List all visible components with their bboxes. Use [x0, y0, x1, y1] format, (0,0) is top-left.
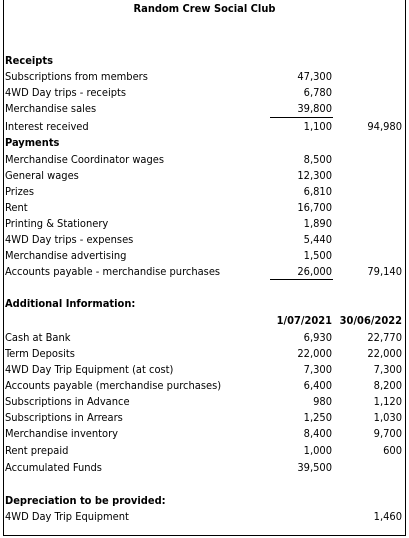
payment-amount: 1,890	[303, 217, 332, 230]
additional-heading: Additional Information:	[5, 297, 136, 310]
payment-amount: 16,700	[297, 201, 332, 214]
info-label: 4WD Day Trip Equipment (at cost)	[5, 363, 174, 376]
receipt-label: Subscriptions from members	[5, 70, 148, 83]
receipt-amount: 1,100	[303, 120, 332, 133]
info-opening-value: 6,400	[303, 379, 332, 392]
page-title: Random Crew Social Club	[133, 2, 276, 15]
info-closing-value: 7,300	[373, 363, 402, 376]
info-opening-value: 1,250	[303, 411, 332, 424]
receipt-amount: 47,300	[297, 70, 332, 83]
info-opening-value: 7,300	[303, 363, 332, 376]
col-header-opening: 1/07/2021	[276, 314, 332, 327]
payment-label: Merchandise Coordinator wages	[5, 153, 165, 166]
info-label: Subscriptions in Advance	[5, 395, 130, 408]
payment-amount: 8,500	[303, 153, 332, 166]
info-label: Merchandise inventory	[5, 427, 119, 440]
receipt-label: Interest received	[5, 120, 89, 133]
info-closing-value: 22,770	[367, 331, 402, 344]
payment-amount: 5,440	[303, 233, 332, 246]
info-label: Rent prepaid	[5, 444, 69, 457]
info-closing-value: 1,030	[373, 411, 402, 424]
info-opening-value: 22,000	[297, 347, 332, 360]
info-closing-value: 600	[383, 444, 402, 457]
info-opening-value: 6,930	[303, 331, 332, 344]
payment-label: Merchandise advertising	[5, 249, 127, 262]
payment-label: 4WD Day trips - expenses	[5, 233, 134, 246]
payment-label: Printing & Stationery	[5, 217, 109, 230]
info-opening-value: 1,000	[303, 444, 332, 457]
payments-subtotal-rule	[270, 279, 333, 280]
depreciation-heading: Depreciation to be provided:	[5, 494, 166, 507]
payment-label: Accounts payable - merchandise purchases	[5, 265, 221, 278]
payment-label: General wages	[5, 169, 79, 182]
info-label: Accumulated Funds	[5, 461, 102, 474]
depreciation-label: 4WD Day Trip Equipment	[5, 510, 129, 523]
receipt-label: 4WD Day trips - receipts	[5, 86, 127, 99]
receipts-total: 94,980	[367, 120, 402, 133]
payment-amount: 1,500	[303, 249, 332, 262]
payment-amount: 12,300	[297, 169, 332, 182]
info-closing-value: 8,200	[373, 379, 402, 392]
receipt-label: Merchandise sales	[5, 102, 97, 115]
info-opening-value: 980	[313, 395, 332, 408]
info-label: Cash at Bank	[5, 331, 71, 344]
info-closing-value: 9,700	[373, 427, 402, 440]
info-opening-value: 8,400	[303, 427, 332, 440]
info-closing-value: 1,120	[373, 395, 402, 408]
payments-heading: Payments	[5, 136, 60, 149]
receipts-heading: Receipts	[5, 54, 54, 67]
payments-total: 79,140	[367, 265, 402, 278]
payment-label: Prizes	[5, 185, 35, 198]
depreciation-amount: 1,460	[373, 510, 402, 523]
receipt-amount: 6,780	[303, 86, 332, 99]
info-closing-value: 22,000	[367, 347, 402, 360]
payment-label: Rent	[5, 201, 28, 214]
receipts-subtotal-rule	[270, 117, 333, 118]
payment-amount: 26,000	[297, 265, 332, 278]
info-label: Term Deposits	[5, 347, 75, 360]
receipt-amount: 39,800	[297, 102, 332, 115]
payment-amount: 6,810	[303, 185, 332, 198]
info-label: Accounts payable (merchandise purchases)	[5, 379, 222, 392]
info-label: Subscriptions in Arrears	[5, 411, 123, 424]
info-opening-value: 39,500	[297, 461, 332, 474]
col-header-closing: 30/06/2022	[339, 314, 402, 327]
